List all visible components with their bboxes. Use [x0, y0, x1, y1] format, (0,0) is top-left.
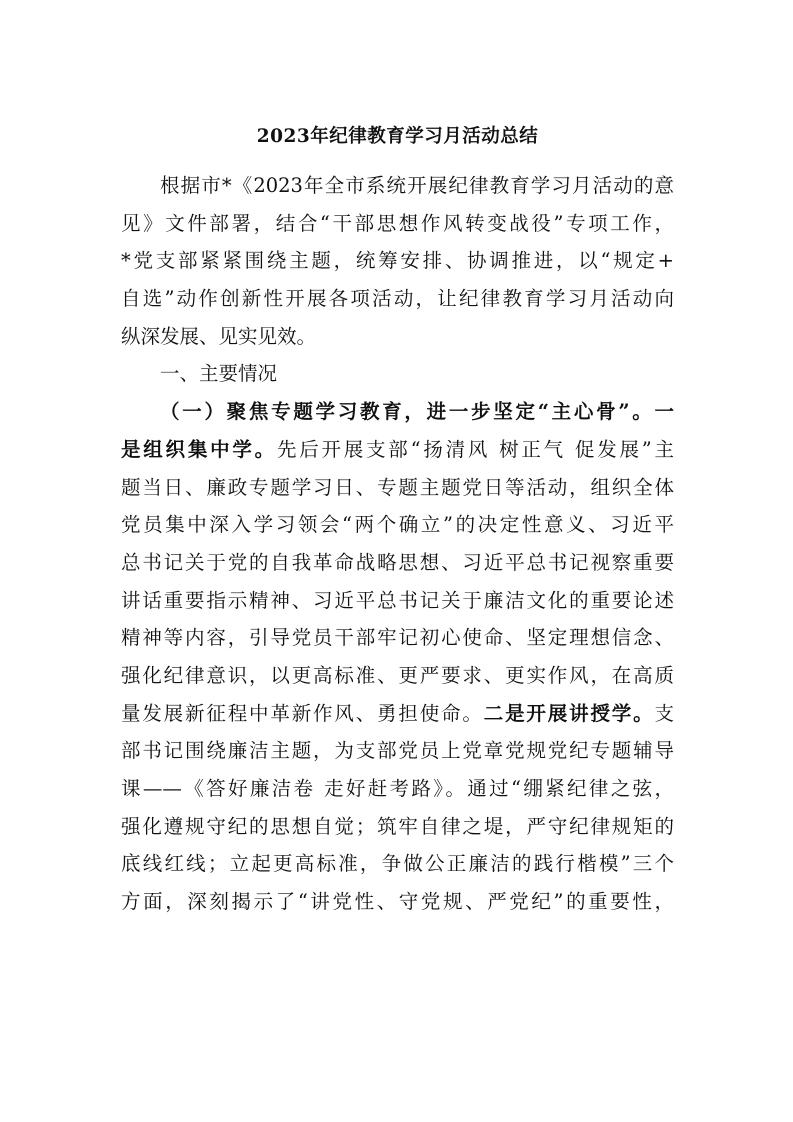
para-line-11: 课——《答好廉洁卷 走好赶考路》。通过“绷紧纪律之弦，: [121, 777, 674, 800]
intro-line-4: 自选”动作创新性开展各项活动，让纪律教育学习月活动向: [121, 287, 674, 311]
intro-line-3: *党支部紧紧围绕主题，统筹安排、协调推进，以“规定+: [121, 249, 674, 273]
document-title: 2023年纪律教育学习月活动总结: [256, 126, 539, 147]
para-line-9: [121, 695, 674, 733]
section-heading: 一、主要情况: [160, 362, 278, 386]
para-line-5: 总书记关于党的自我革命战略思想、习近平总书记视察重要: [121, 550, 674, 574]
para-line-12: 强化遵规守纪的思想自觉；筑牢自律之堤，严守纪律规矩的: [121, 814, 674, 838]
intro-line-2: 见》文件部署，结合“干部思想作风转变战役”专项工作，: [121, 211, 674, 235]
intro-paragraph: [121, 167, 674, 355]
para-line-7: 精神等内容，引导党员干部牢记初心使命、坚定理想信念、: [121, 626, 674, 650]
para-line-3: 题当日、廉政专题学习日、专题主题党日等活动，组织全体: [121, 475, 674, 499]
point-one-label: 是组织集中学。: [121, 437, 277, 461]
intro-line-5: 纵深发展、见实见效。: [121, 324, 317, 348]
para-line-8: 强化纪律意识，以更高标准、更严要求、更实作风，在高质: [121, 663, 674, 687]
para-line-2: [121, 431, 674, 469]
document-page: [121, 118, 674, 921]
para-line-6: 讲话重要指示精神、习近平总书记关于廉洁文化的重要论述: [121, 588, 674, 612]
subsection-heading: （一）聚焦专题学习教育，进一步坚定“主心骨”。一: [160, 400, 674, 424]
point-two-start: 支: [654, 701, 674, 725]
para-line-14: 方面，深刻揭示了“讲党性、守党规、严党纪”的重要性，: [121, 890, 674, 914]
point-two-label: 二是开展讲授学。: [483, 701, 655, 725]
para-line-4: 党员集中深入学习领会“两个确立”的决定性意义、习近平: [121, 513, 674, 537]
intro-line-1: 根据市*《2023年全市系统开展纪律教育学习月活动的意: [160, 174, 674, 197]
point-one-end: 量发展新征程中革新作风、勇担使命。: [121, 701, 484, 725]
para-line-10: 部书记围绕廉洁主题，为支部党员上党章党规党纪专题辅导: [121, 739, 674, 763]
section-paragraph: [121, 393, 674, 921]
para-line-13: 底线红线；立起更高标准，争做公正廉洁的践行楷模”三个: [121, 852, 674, 876]
point-one-text: 先后开展支部“扬清风 树正气 促发展”主: [276, 437, 674, 461]
